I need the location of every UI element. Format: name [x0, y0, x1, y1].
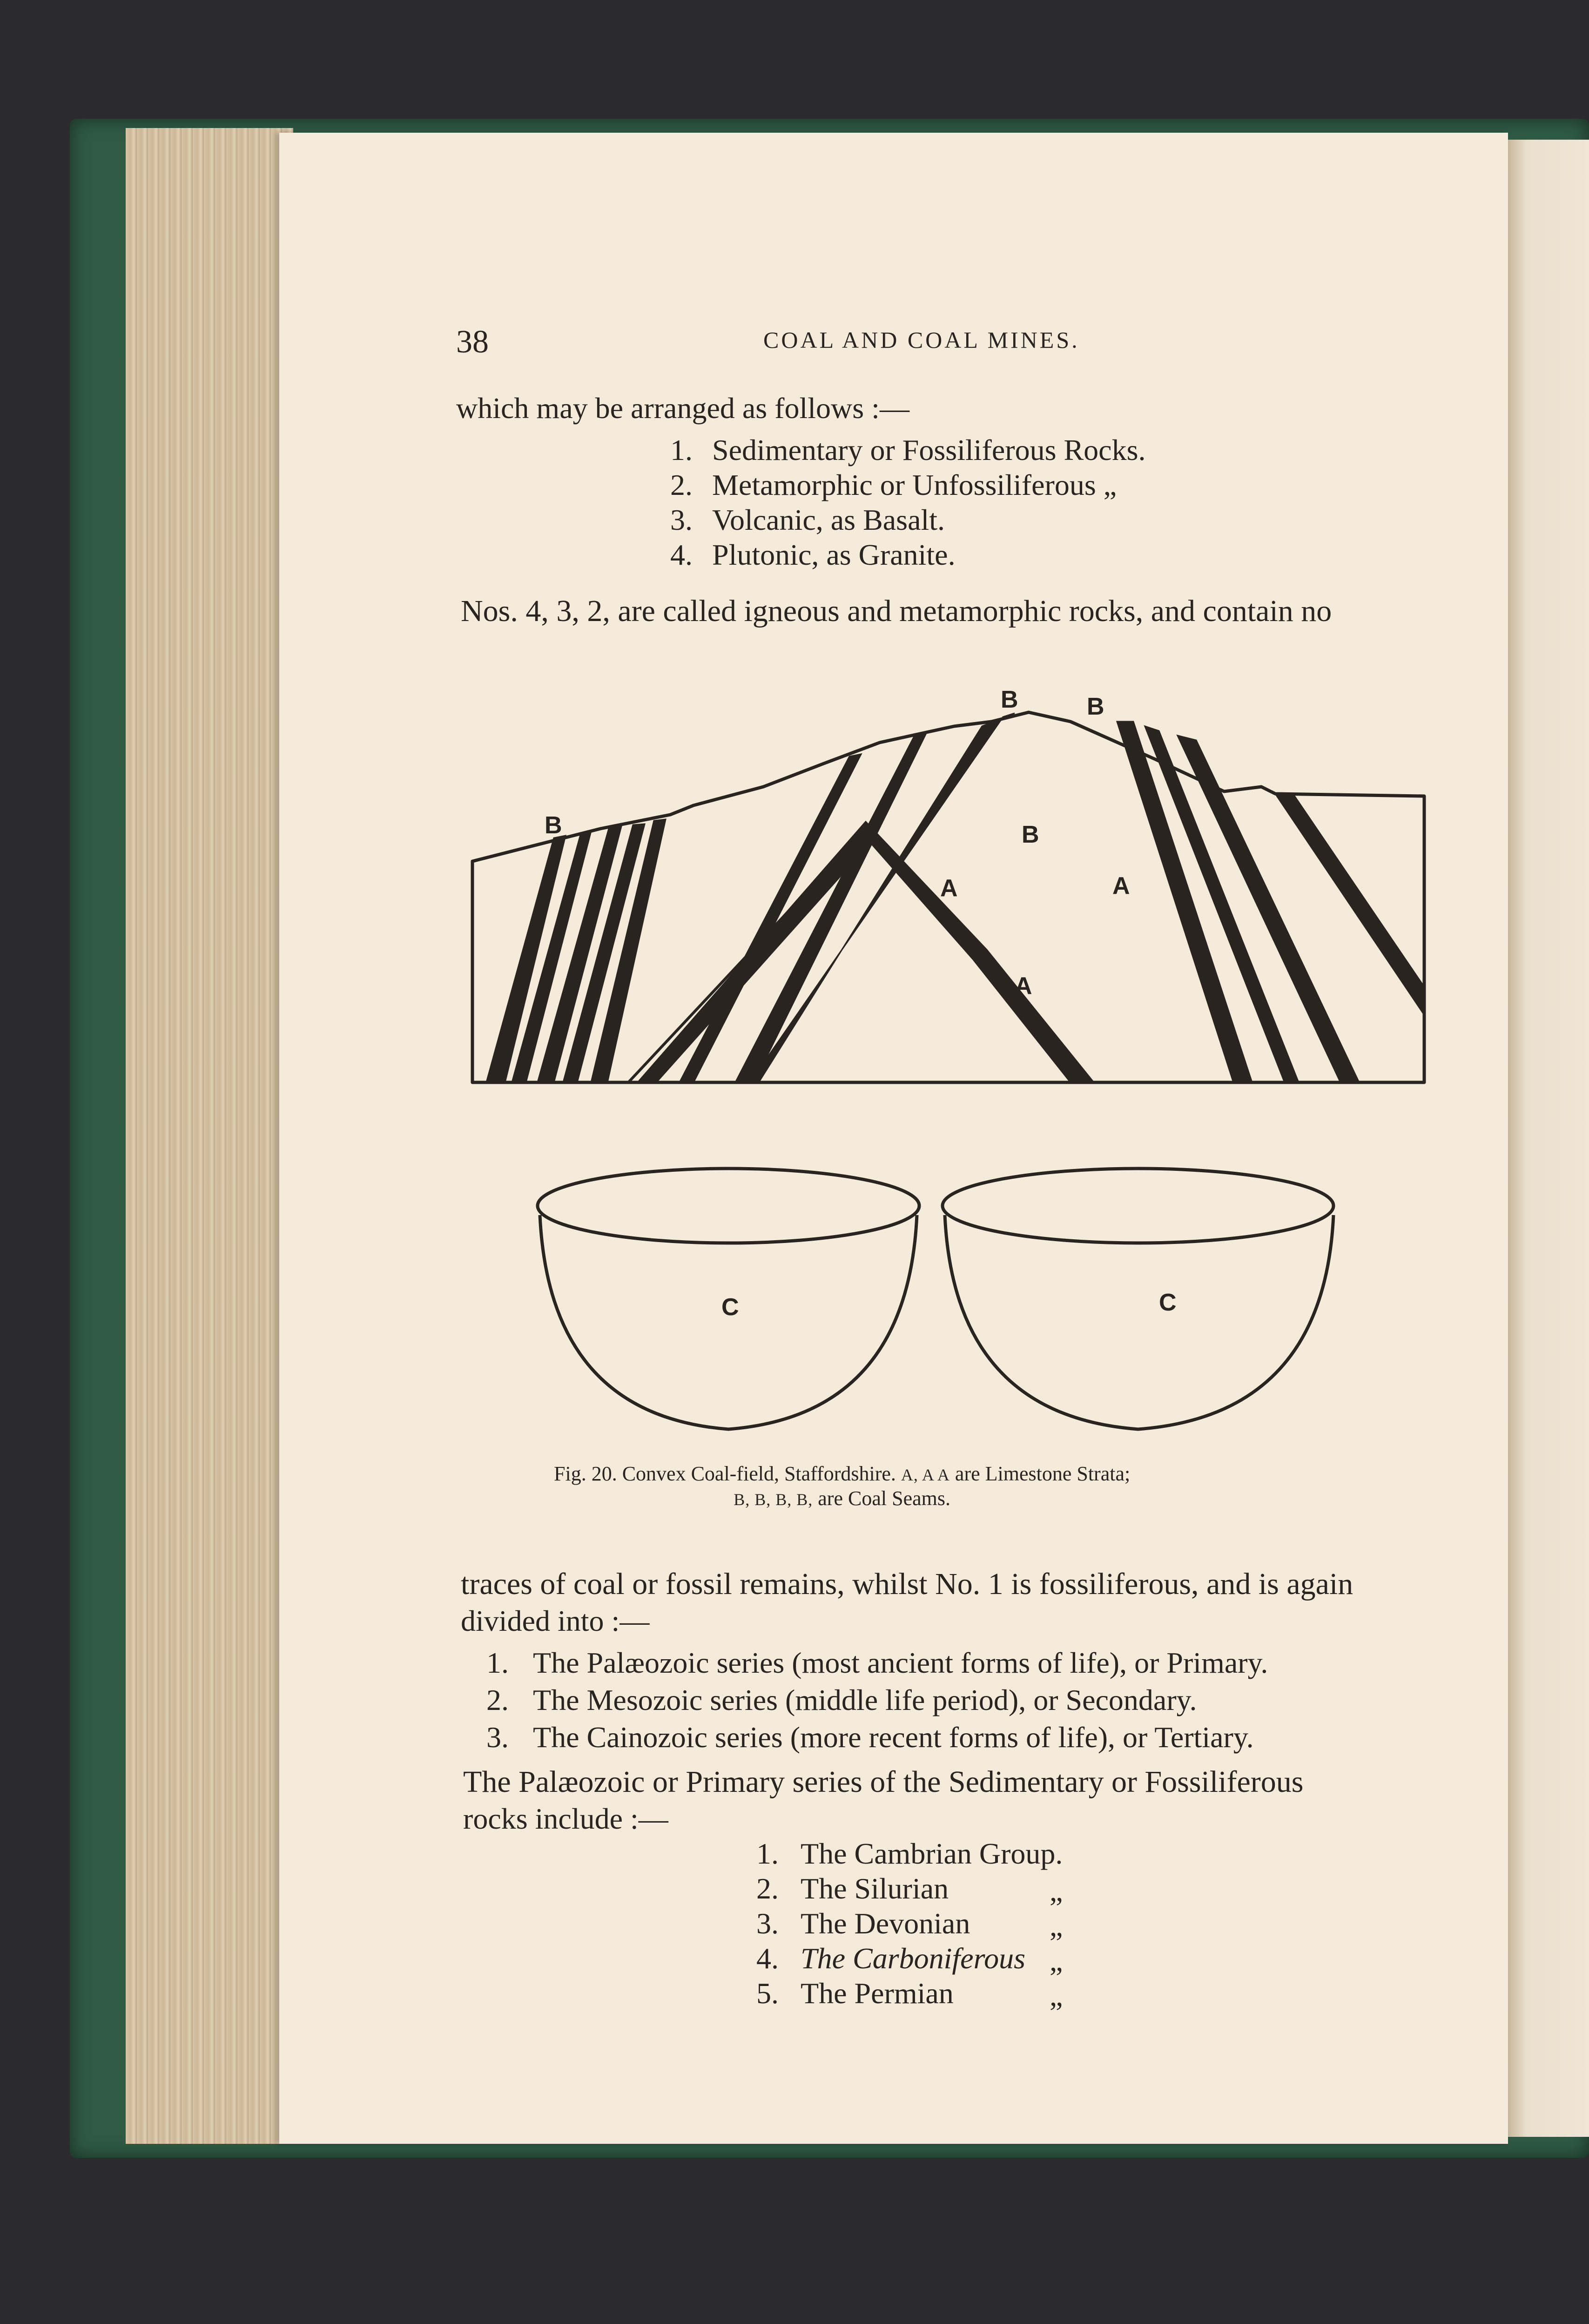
basin-bowl	[945, 1215, 1333, 1429]
basin-bowl	[540, 1215, 917, 1429]
coal-field-diagram	[461, 689, 1452, 1434]
series-text: The Cainozoic series (more recent forms of life), or Tertiary.	[533, 1721, 1254, 1754]
group-text: The Carboniferous	[801, 1942, 1025, 1975]
rock-class-text: Volcanic, as Basalt.	[712, 503, 945, 536]
coal-seam-stripe	[1117, 722, 1252, 1082]
basin-label-c: C	[1159, 1289, 1177, 1316]
group-num: 2.	[756, 1872, 779, 1905]
ditto-mark: „	[1050, 1979, 1063, 2012]
series-num: 1.	[486, 1646, 509, 1679]
running-head: COAL AND COAL MINES.	[763, 327, 1080, 353]
caption-letters: B, B, B, B,	[734, 1490, 813, 1509]
facing-page-edge	[1508, 140, 1589, 2137]
series-num: 2.	[486, 1683, 509, 1716]
rock-class-num: 1.	[670, 433, 693, 466]
seam-label-b: B	[1022, 821, 1039, 848]
group-text: The Devonian	[801, 1907, 970, 1940]
page-edges	[126, 128, 293, 2144]
paragraph-line: rocks include :—	[463, 1802, 668, 1835]
caption-letters: A, A A	[901, 1466, 950, 1484]
caption-text: Fig. 20. Convex Coal-field, Staffordshire.	[554, 1462, 896, 1485]
rock-class-text: Metamorphic or Unfossiliferous „	[712, 468, 1117, 501]
ditto-mark: „	[1050, 1874, 1063, 1907]
ditto-mark: „	[1050, 1909, 1063, 1942]
page-number: 38	[456, 324, 489, 360]
group-text: The Permian	[801, 1977, 954, 2010]
group-num: 1.	[756, 1837, 779, 1870]
group-num: 4.	[756, 1942, 779, 1975]
basin-rim	[538, 1169, 919, 1243]
series-text: The Mesozoic series (middle life period), or Secondary.	[533, 1683, 1197, 1716]
series-text: The Palæozoic series (most ancient forms of life), or Primary.	[533, 1646, 1268, 1679]
paragraph-line: traces of coal or fossil remains, whilst No. 1 is fossiliferous, and is again	[461, 1567, 1353, 1601]
basin-rim	[943, 1169, 1333, 1243]
group-num: 3.	[756, 1907, 779, 1940]
group-text: The Cambrian Group.	[801, 1837, 1063, 1870]
figure-caption	[554, 1462, 1130, 1511]
rock-class-num: 4.	[670, 538, 693, 571]
rock-class-text: Plutonic, as Granite.	[712, 538, 956, 571]
paragraph-line: Nos. 4, 3, 2, are called igneous and metamorphic rocks, and contain no	[461, 594, 1332, 628]
group-text: The Silurian	[801, 1872, 949, 1905]
paragraph-line: The Palæozoic or Primary series of the Sedimentary or Fossiliferous	[463, 1765, 1304, 1799]
caption-text: are Coal Seams.	[818, 1486, 950, 1510]
paragraph-line: divided into :—	[461, 1604, 650, 1637]
strata-label-a: A	[1015, 973, 1032, 1000]
basin-label-c: C	[721, 1294, 739, 1321]
seam-label-b: B	[545, 812, 562, 839]
ditto-mark: „	[1050, 1944, 1063, 1977]
strata-label-a: A	[940, 875, 958, 902]
rock-class-text: Sedimentary or Fossiliferous Rocks.	[712, 433, 1146, 466]
strata-label-a: A	[1112, 872, 1130, 899]
caption-text: are Limestone Strata;	[955, 1462, 1131, 1485]
intro-line: which may be arranged as follows :—	[456, 392, 909, 425]
seam-label-b: B	[1087, 693, 1104, 720]
rock-class-num: 3.	[670, 503, 693, 536]
seam-label-b: B	[1001, 689, 1018, 713]
series-num: 3.	[486, 1721, 509, 1754]
rock-class-num: 2.	[670, 468, 693, 501]
group-num: 5.	[756, 1977, 779, 2010]
